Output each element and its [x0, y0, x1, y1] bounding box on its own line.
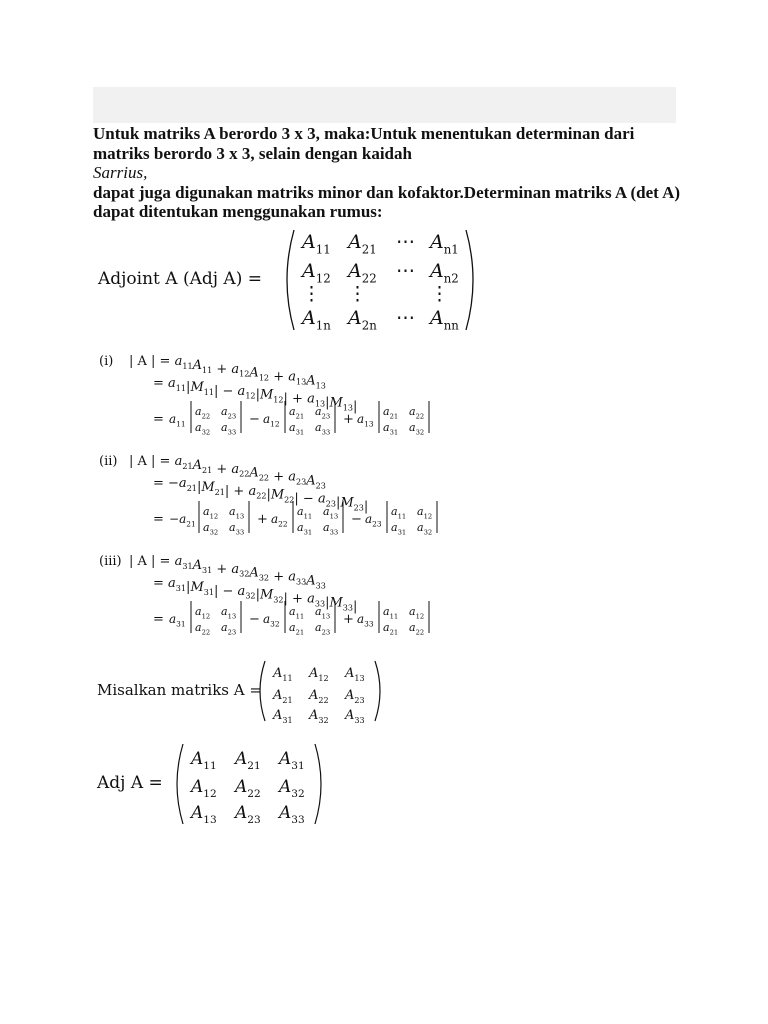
minor-cell: $a_{22}$	[195, 621, 211, 637]
adjoint-cell: ⋮	[348, 283, 367, 305]
operator: +	[343, 612, 354, 627]
adjoint-cell: $A_{1n}$	[302, 307, 331, 333]
operator: −	[351, 512, 362, 527]
minor-cell: $a_{21}$	[289, 405, 305, 421]
minor-cell: $a_{21}$	[383, 621, 399, 637]
misalkan-matrix-formula	[93, 655, 393, 727]
minor-cell: $a_{13}$	[315, 605, 331, 621]
adjoint-cell: ⋯	[396, 231, 415, 253]
adj-cell: $A_{12}$	[191, 777, 217, 801]
intro-line-5: dapat ditentukan menggunakan rumus:	[93, 202, 383, 221]
expansion-2	[99, 454, 437, 536]
minor-cell: $a_{12}$	[409, 605, 425, 621]
minor-cell: $a_{33}$	[221, 421, 237, 437]
coefficient: $a_{33}$	[357, 612, 374, 629]
minor-cell: $a_{12}$	[417, 505, 433, 521]
adjoint-general-matrix	[300, 231, 459, 333]
coefficient: $a_{13}$	[357, 412, 374, 429]
minor-cell: $a_{31}$	[391, 521, 407, 537]
intro-line-4: dapat juga digunakan matriks minor dan kofaktor.Determinan matriks A (det A)	[93, 182, 681, 202]
adjoint-general-formula	[90, 222, 490, 340]
expansion-line-1: | A | = $a_{21}A_{21} + a_{22}A_{22} + a_{23}A_{23}$	[129, 454, 326, 491]
adj-cell: $A_{23}$	[235, 803, 261, 827]
expansion-label: (ii)	[99, 454, 118, 469]
expansion-line-1: | A | = $a_{11}A_{11} + a_{12}A_{12} + a_{13}A_{13}$	[129, 354, 326, 391]
minor-cell: $a_{13}$	[323, 505, 339, 521]
adj-a-formula	[93, 738, 333, 830]
adj-cell: $A_{21}$	[235, 749, 261, 773]
misalkan-matrix	[272, 666, 365, 725]
minor-cell: $a_{33}$	[315, 421, 331, 437]
adjoint-label: Adjoint A (Adj A) =	[98, 269, 262, 289]
adjoint-cell: ⋮	[430, 283, 449, 305]
operator: +	[343, 412, 354, 427]
minor-cell: $a_{21}$	[383, 405, 399, 421]
determinant-expansions	[93, 345, 493, 645]
expansion-line-2: = $-a_{21}|M_{21}| + a_{22}|M_{22}| - a_{23}|M_{23}|$	[153, 476, 369, 515]
minor-cell: $a_{23}$	[315, 621, 331, 637]
misalkan-cell: $A_{33}$	[345, 708, 365, 725]
operator: −	[249, 412, 260, 427]
adj-cell: $A_{31}$	[279, 749, 305, 773]
minor-cell: $a_{31}$	[289, 421, 305, 437]
misalkan-cell: $A_{31}$	[273, 708, 293, 725]
coefficient: $a_{31}$	[169, 612, 186, 629]
minor-cell: $a_{22}$	[195, 405, 211, 421]
adjoint-cell: $A_{n1}$	[430, 231, 459, 257]
expansion-line-2: = $a_{31}|M_{31}| - a_{32}|M_{32}| + a_{33}|M_{33}|$	[153, 576, 358, 615]
minor-cell: $a_{31}$	[297, 521, 313, 537]
operator: +	[257, 512, 268, 527]
misalkan-cell: $A_{23}$	[345, 688, 365, 705]
minor-cell: $a_{32}$	[417, 521, 433, 537]
minor-cell: $a_{11}$	[383, 605, 399, 621]
minor-cell: $a_{22}$	[409, 621, 425, 637]
header-band	[93, 87, 676, 123]
misalkan-cell: $A_{11}$	[273, 666, 293, 683]
adjoint-cell: $A_{21}$	[348, 231, 377, 257]
minor-cell: $a_{13}$	[221, 605, 237, 621]
misalkan-cell: $A_{12}$	[309, 666, 329, 683]
misalkan-label: Misalkan matriks A =	[97, 681, 262, 699]
minor-cell: $a_{31}$	[383, 421, 399, 437]
minor-cell: $a_{11}$	[297, 505, 313, 521]
minor-cell: $a_{13}$	[229, 505, 245, 521]
minor-cell: $a_{22}$	[409, 405, 425, 421]
coefficient: $a_{22}$	[271, 512, 288, 529]
misalkan-cell: $A_{32}$	[309, 708, 329, 725]
minor-cell: $a_{21}$	[289, 621, 305, 637]
equals-sign: =	[153, 412, 164, 427]
adjoint-cell: $A_{2n}$	[348, 307, 377, 333]
adj-label: Adj A =	[97, 773, 163, 793]
equals-sign: =	[153, 612, 164, 627]
coefficient: $a_{12}$	[263, 412, 280, 429]
minor-cell: $a_{32}$	[195, 421, 211, 437]
minor-cell: $a_{12}$	[195, 605, 211, 621]
misalkan-cell: $A_{13}$	[345, 666, 365, 683]
adj-matrix	[189, 749, 305, 826]
adj-cell: $A_{33}$	[279, 803, 305, 827]
coefficient: $a_{23}$	[365, 512, 382, 529]
expansion-line-2: = $a_{11}|M_{11}| - a_{12}|M_{12}| + a_{13}|M_{13}|$	[153, 376, 358, 415]
misalkan-cell: $A_{21}$	[273, 688, 293, 705]
adjoint-cell: $A_{12}$	[302, 260, 331, 286]
expansion-label: (i)	[99, 354, 114, 369]
coefficient: $-a_{21}$	[169, 512, 196, 529]
adj-cell: $A_{22}$	[235, 777, 261, 801]
intro-line-2: matriks berordo 3 x 3, selain dengan kaidah	[93, 143, 412, 163]
minor-cell: $a_{11}$	[289, 605, 305, 621]
adjoint-cell: $A_{11}$	[302, 231, 331, 257]
expansion-1	[99, 354, 429, 436]
minor-cell: $a_{11}$	[391, 505, 407, 521]
minor-cell: $a_{23}$	[315, 405, 331, 421]
minor-cell: $a_{32}$	[203, 521, 219, 537]
misalkan-cell: $A_{22}$	[309, 688, 329, 705]
operator: −	[249, 612, 260, 627]
expansion-3	[99, 554, 429, 636]
minor-cell: $a_{33}$	[323, 521, 339, 537]
minor-cell: $a_{12}$	[203, 505, 219, 521]
adjoint-cell: ⋯	[396, 307, 415, 329]
adj-cell: $A_{11}$	[191, 749, 217, 773]
minor-cell: $a_{23}$	[221, 405, 237, 421]
adjoint-cell: $A_{nn}$	[430, 307, 459, 333]
adjoint-cell: ⋯	[396, 260, 415, 282]
intro-line-sarrius: Sarrius,	[93, 163, 148, 182]
minor-cell: $a_{32}$	[409, 421, 425, 437]
adj-cell: $A_{32}$	[279, 777, 305, 801]
adjoint-cell: $A_{n2}$	[430, 260, 459, 286]
adj-cell: $A_{13}$	[191, 803, 217, 827]
coefficient: $a_{11}$	[169, 412, 186, 429]
intro-text	[93, 124, 683, 222]
minor-cell: $a_{33}$	[229, 521, 245, 537]
adjoint-cell: $A_{22}$	[348, 260, 377, 286]
coefficient: $a_{32}$	[263, 612, 280, 629]
adjoint-cell: ⋮	[302, 283, 321, 305]
expansion-label: (iii)	[99, 554, 122, 569]
intro-line-1: Untuk matriks A berordo 3 x 3, maka:Untuk menentukan determinan dari	[93, 124, 635, 143]
expansion-line-1: | A | = $a_{31}A_{31} + a_{32}A_{32} + a_{33}A_{33}$	[129, 554, 326, 591]
minor-cell: $a_{23}$	[221, 621, 237, 637]
equals-sign: =	[153, 512, 164, 527]
